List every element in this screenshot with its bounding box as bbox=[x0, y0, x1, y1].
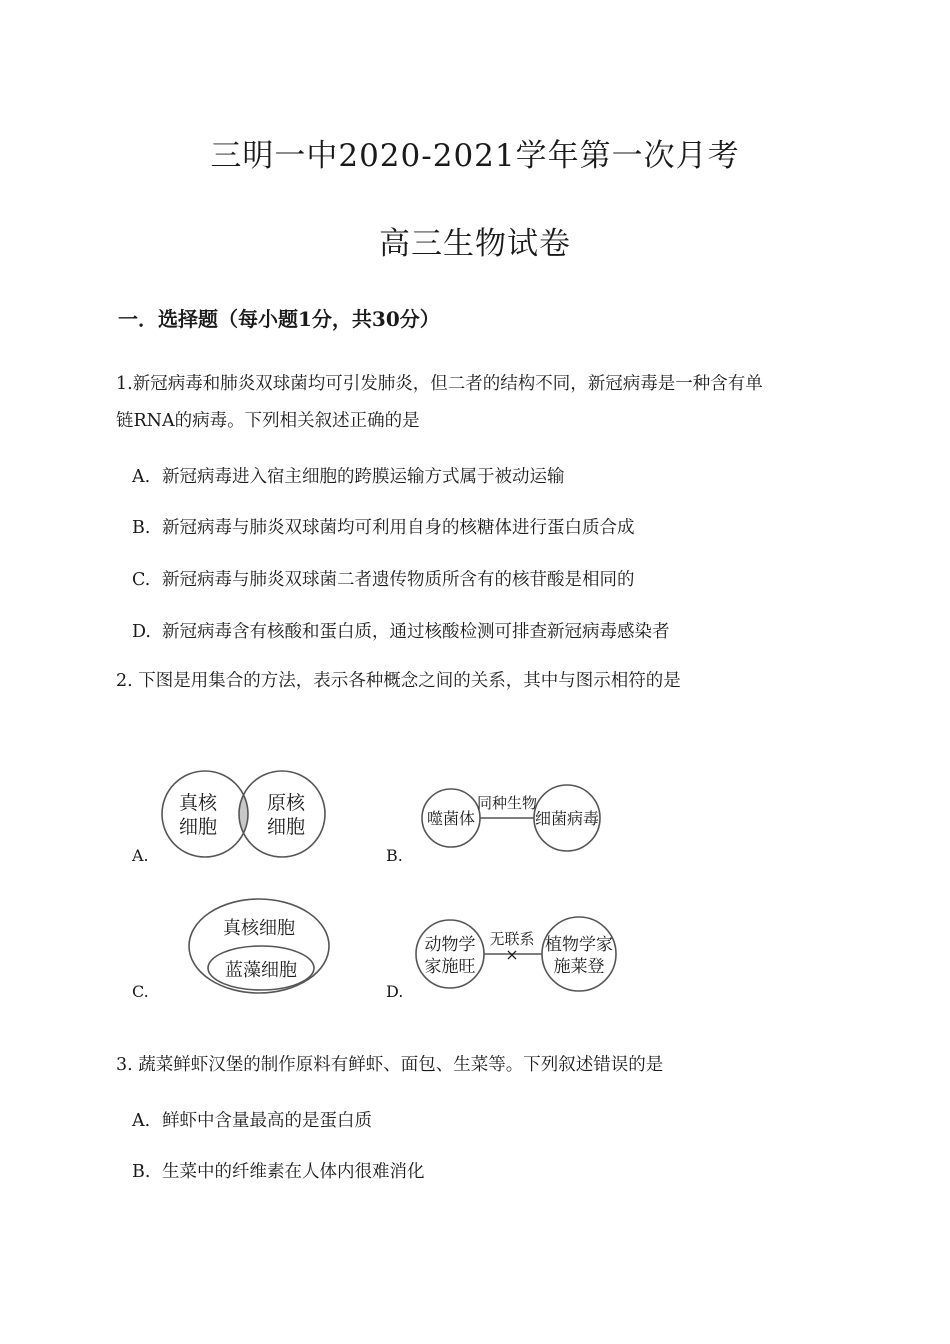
venn-right-text-2: 细胞 bbox=[266, 816, 306, 838]
option-text: 生菜中的纤维素在人体内很难消化 bbox=[162, 1162, 425, 1182]
diagram-d-right-text-1: 植物学家 bbox=[545, 935, 613, 955]
option-text: 新冠病毒进入宿主细胞的跨膜运输方式属于被动运输 bbox=[162, 467, 565, 487]
venn-right-circle bbox=[239, 771, 325, 857]
venn-right-text-1: 原核 bbox=[266, 792, 306, 814]
diagram-a-venn bbox=[158, 766, 333, 864]
venn-left-text-2: 细胞 bbox=[178, 816, 218, 838]
option-text: 鲜虾中含量最高的是蛋白质 bbox=[162, 1111, 372, 1131]
question-2-stem: 2. 下图是用集合的方法，表示各种概念之间的关系，其中与图示相符的是 bbox=[116, 671, 681, 691]
section-heading: 一．选择题（每小题1分，共30分） bbox=[118, 307, 440, 331]
option-label: A. bbox=[132, 467, 151, 487]
diagram-c-label[interactable]: C. bbox=[132, 982, 149, 1001]
option-label: B. bbox=[132, 1162, 151, 1182]
diagram-c-nested bbox=[186, 896, 336, 996]
diagram-c-inner-text: 蓝藻细胞 bbox=[225, 960, 297, 981]
option-text: 新冠病毒含有核酸和蛋白质，通过核酸检测可排查新冠病毒感染者 bbox=[162, 622, 670, 642]
diagram-b-link bbox=[420, 782, 610, 862]
option-text: 新冠病毒与肺炎双球菌均可利用自身的核糖体进行蛋白质合成 bbox=[162, 518, 635, 538]
diagram-b-left-text: 噬菌体 bbox=[426, 809, 476, 828]
diagram-b-link-text: 同种生物 bbox=[476, 794, 538, 812]
question-1-line-1: 1.新冠病毒和肺炎双球菌均可引发肺炎，但二者的结构不同，新冠病毒是一种含有单 bbox=[116, 374, 763, 394]
option-label: B. bbox=[132, 518, 151, 538]
question-3-option-b[interactable] bbox=[132, 1158, 425, 1183]
question-3-stem: 3. 蔬菜鲜虾汉堡的制作原料有鲜虾、面包、生菜等。下列叙述错误的是 bbox=[116, 1055, 664, 1075]
option-label: A. bbox=[132, 1111, 151, 1131]
exam-title: 三明一中2020-2021学年第一次月考 bbox=[210, 138, 740, 174]
question-1-option-d[interactable] bbox=[132, 618, 670, 643]
exam-subtitle: 高三生物试卷 bbox=[379, 226, 571, 262]
diagram-b-right-text: 细菌病毒 bbox=[534, 809, 600, 828]
diagram-d-left-text-2: 家施旺 bbox=[424, 957, 476, 977]
diagram-b-label[interactable]: B. bbox=[386, 846, 403, 865]
option-text: 新冠病毒与肺炎双球菌二者遗传物质所含有的核苷酸是相同的 bbox=[162, 570, 635, 590]
venn-left-text-1: 真核 bbox=[178, 792, 218, 814]
diagram-d-right-text-2: 施莱登 bbox=[553, 957, 605, 977]
diagram-d-link-text: 无联系 bbox=[489, 930, 535, 948]
diagram-d-cross: × bbox=[505, 945, 519, 964]
venn-left-circle bbox=[162, 771, 248, 857]
diagram-a-label[interactable]: A. bbox=[132, 846, 149, 865]
question-3-option-a[interactable] bbox=[132, 1107, 372, 1132]
question-1-option-b[interactable] bbox=[132, 514, 635, 539]
diagram-c-outer-text: 真核细胞 bbox=[223, 918, 295, 939]
question-1-option-a[interactable] bbox=[132, 463, 565, 488]
option-label: D. bbox=[132, 622, 151, 642]
diagram-d-left-text-1: 动物学 bbox=[424, 935, 476, 955]
option-label: C. bbox=[132, 570, 151, 590]
question-1-option-c[interactable] bbox=[132, 566, 635, 591]
diagram-d-link bbox=[413, 912, 621, 996]
diagram-d-label[interactable]: D. bbox=[386, 982, 404, 1001]
question-1-line-2: 链RNA的病毒。下列相关叙述正确的是 bbox=[116, 411, 420, 431]
